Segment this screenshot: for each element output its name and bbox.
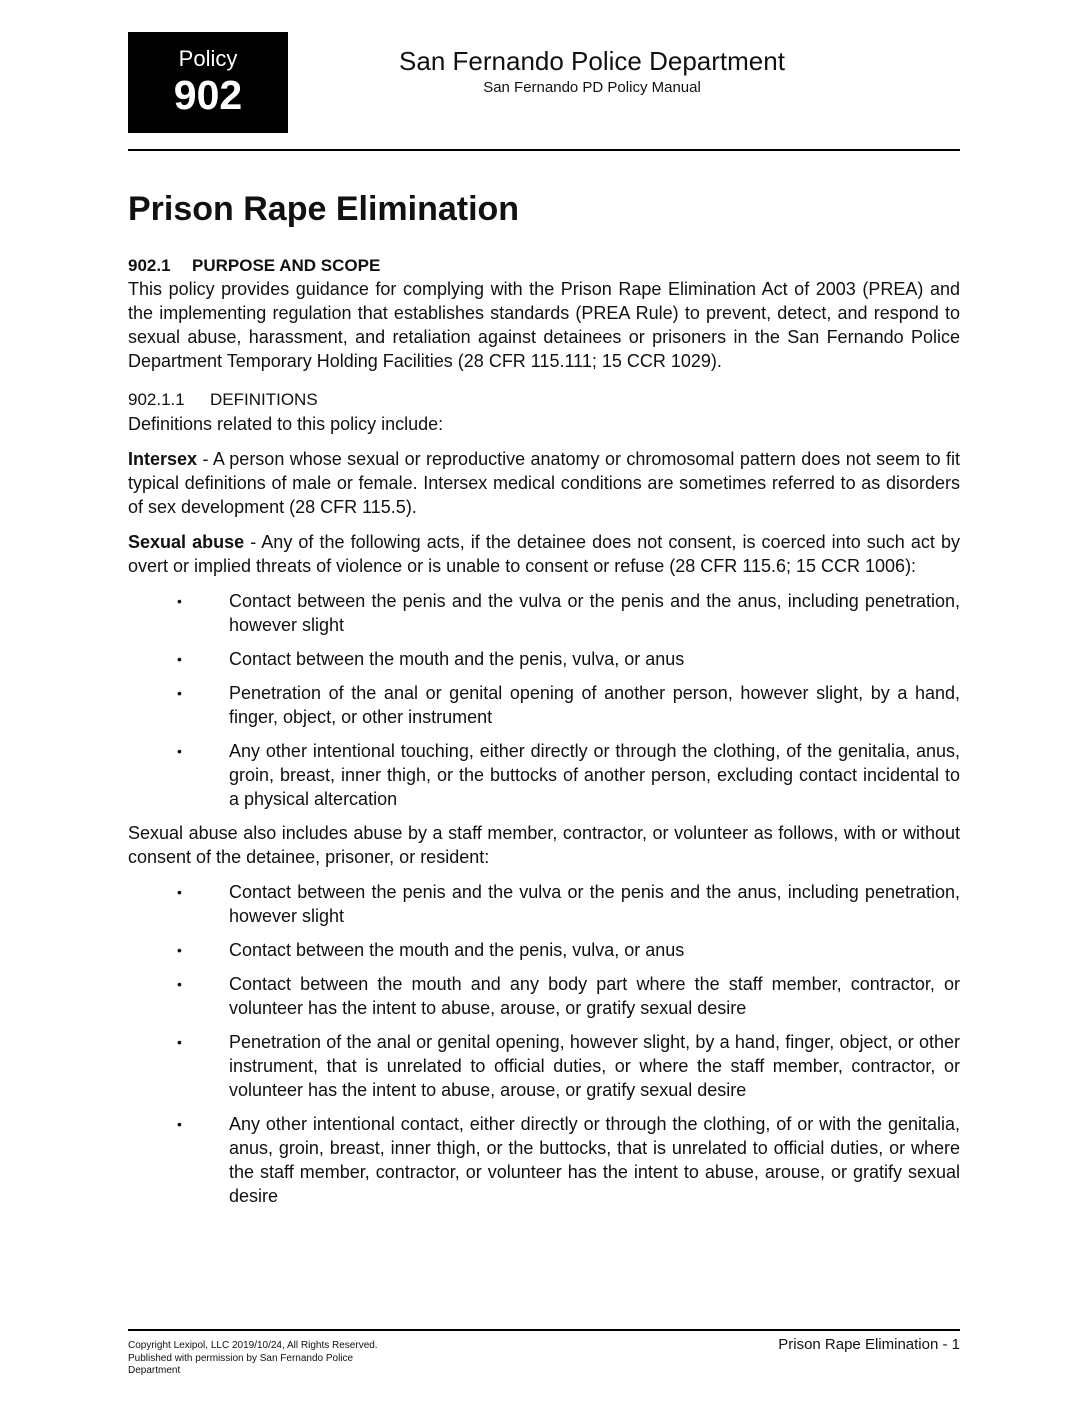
bullet-icon: • (177, 976, 182, 992)
list-item: • Contact between the penis and the vulva or the penis and the anus, including penetration, however slight (177, 591, 960, 635)
staff-abuse-list (128, 880, 960, 1208)
list-item: • Contact between the penis and the vulva or the penis and the anus, including penetration, however slight (177, 882, 960, 926)
definition-term: Sexual abuse (128, 532, 245, 552)
abuse-acts-list (128, 589, 960, 811)
bullet-icon: • (177, 884, 182, 900)
section-title: PURPOSE AND SCOPE (192, 256, 381, 275)
footer-page-label: Prison Rape Elimination - 1 (778, 1336, 960, 1353)
purpose-paragraph: This policy provides guidance for complying with the Prison Rape Elimination Act of 2003 (PREA) and the implementing regulation that establishes standards (PREA Rule) to prevent, detect, and respond to sexual abuse, harassment, and retaliation against detainees or prisoners in the San Fernando Police Department Temporary Holding Facilities (28 CFR 115.111; 15 CCR 1029). (128, 279, 960, 371)
bullet-icon: • (177, 593, 182, 609)
manual-name: San Fernando PD Policy Manual (483, 79, 701, 96)
section-heading (128, 255, 960, 277)
bullet-icon: • (177, 651, 182, 667)
list-item: • Any other intentional touching, either directly or through the clothing, of the genitalia, anus, groin, breast, inner thigh, or the buttocks of another person, excluding contact incidental to a physical altercation (177, 741, 960, 809)
policy-number: 902 (173, 72, 243, 118)
list-item: • Any other intentional contact, either directly or through the clothing, of or with the genitalia, anus, groin, breast, inner thigh, or the buttocks, that is unrelated to official duties, or where the staff member, contractor, or volunteer has the intent to abuse, arouse, or gratify sexual desire (177, 1114, 960, 1206)
subsection-title: DEFINITIONS (210, 390, 318, 409)
subsection-heading (128, 388, 960, 412)
footer-divider (128, 1329, 960, 1331)
policy-number-box (128, 32, 288, 133)
footer-copyright: Copyright Lexipol, LLC 2019/10/24, All Rights Reserved. Published with permission by San Fernando Police Department (128, 1340, 378, 1376)
bullet-icon: • (177, 942, 182, 958)
definition-text: - A person whose sexual or reproductive anatomy or chromosomal pattern does not seem to fit typical definitions of male or female. Intersex medical conditions are sometimes referred to as disorders of sex development (28 CFR 115.5). (128, 449, 960, 517)
staff-abuse-intro: Sexual abuse also includes abuse by a staff member, contractor, or volunteer as follows, with or without consent of the detainee, prisoner, or resident: (128, 823, 960, 867)
list-item: • Contact between the mouth and the penis, vulva, or anus (177, 649, 685, 669)
list-item: • Penetration of the anal or genital opening of another person, however slight, by a hand, finger, object, or other instrument (177, 683, 960, 727)
document-body (128, 255, 960, 1218)
list-item: • Contact between the mouth and any body part where the staff member, contractor, or volunteer has the intent to abuse, arouse, or gratify sexual desire (177, 974, 960, 1018)
list-item: • Penetration of the anal or genital opening, however slight, by a hand, finger, object, or other instrument, that is unrelated to official duties, or where the staff member, contractor, or volunteer has the intent to abuse, arouse, or gratify sexual desire (177, 1032, 960, 1100)
page-title: Prison Rape Elimination (128, 190, 520, 228)
bullet-icon: • (177, 743, 182, 759)
definition-text: - Any of the following acts, if the detainee does not consent, is coerced into such act by overt or implied threats of violence or is unable to consent or refuse (28 CFR 115.6; 15 CCR 1006): (128, 532, 960, 576)
header-divider (128, 149, 960, 151)
definition-intersex (128, 447, 960, 519)
definitions-intro: Definitions related to this policy include: (128, 414, 444, 434)
organization-name: San Fernando Police Department (399, 46, 785, 76)
bullet-icon: • (177, 685, 182, 701)
bullet-icon: • (177, 1034, 182, 1050)
policy-label: Policy (178, 46, 238, 71)
bullet-icon: • (177, 1116, 182, 1132)
definition-term: Intersex (128, 449, 198, 469)
subsection-number: 902.1.1 (128, 390, 185, 409)
list-item: • Contact between the mouth and the penis, vulva, or anus (177, 940, 685, 960)
definition-sexual-abuse (128, 530, 960, 578)
section-number: 902.1 (128, 256, 171, 275)
